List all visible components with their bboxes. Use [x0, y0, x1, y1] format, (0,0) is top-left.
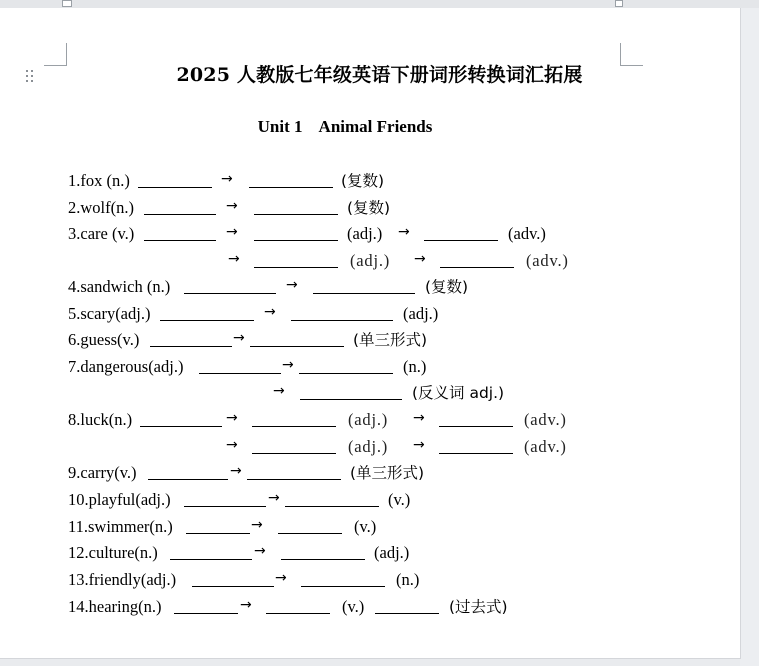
- form-hint: (单三形式): [353, 331, 428, 349]
- form-hint: (单三形式): [350, 464, 425, 482]
- arrow-icon: →: [230, 463, 242, 479]
- form-hint: (过去式): [449, 598, 508, 616]
- arrow-icon: →: [221, 171, 233, 187]
- answer-blank[interactable]: [150, 346, 232, 347]
- arrow-icon: →: [273, 383, 285, 399]
- form-hint: (反义词 adj.): [412, 384, 505, 402]
- item-label: 3.care (v.): [68, 224, 135, 243]
- answer-blank[interactable]: [313, 293, 415, 294]
- answer-blank[interactable]: [285, 506, 379, 507]
- form-hint: (复数): [425, 278, 469, 296]
- arrow-icon: →: [228, 251, 240, 267]
- arrow-icon: →: [413, 437, 425, 453]
- item-label: 14.hearing(n.): [68, 597, 162, 616]
- answer-blank[interactable]: [440, 267, 514, 268]
- form-hint: (adj.): [350, 251, 391, 270]
- arrow-icon: →: [414, 251, 426, 267]
- answer-blank[interactable]: [192, 586, 274, 587]
- arrow-icon: →: [226, 437, 238, 453]
- item-label: 13.friendly(adj.): [68, 570, 177, 589]
- answer-blank[interactable]: [439, 453, 513, 454]
- answer-blank[interactable]: [144, 214, 216, 215]
- item-label: 12.culture(n.): [68, 543, 158, 562]
- arrow-icon: →: [264, 304, 276, 320]
- item-label: 9.carry(v.): [68, 463, 137, 482]
- arrow-icon: →: [413, 410, 425, 426]
- answer-blank[interactable]: [254, 214, 338, 215]
- form-hint: (adj.): [374, 543, 410, 562]
- item-label: 1.fox (n.): [68, 171, 130, 190]
- arrow-icon: →: [398, 224, 410, 240]
- arrow-icon: →: [286, 277, 298, 293]
- answer-blank[interactable]: [439, 426, 513, 427]
- answer-blank[interactable]: [300, 399, 402, 400]
- answer-blank[interactable]: [375, 613, 439, 614]
- vertical-scrollbar[interactable]: [740, 8, 759, 666]
- form-hint: (n.): [403, 357, 427, 376]
- unit-heading: Unit 1 Animal Friends: [257, 117, 433, 136]
- answer-blank[interactable]: [301, 586, 385, 587]
- form-hint: (adv.): [524, 410, 567, 429]
- arrow-icon: →: [226, 410, 238, 426]
- item-label: 11.swimmer(n.): [68, 517, 173, 536]
- form-hint: (复数): [341, 172, 385, 190]
- answer-blank[interactable]: [199, 373, 281, 374]
- answer-blank[interactable]: [424, 240, 498, 241]
- form-hint: (adv.): [508, 224, 546, 243]
- answer-blank[interactable]: [140, 426, 222, 427]
- form-hint: (adj.): [348, 410, 389, 429]
- answer-blank[interactable]: [184, 506, 266, 507]
- arrow-icon: →: [226, 224, 238, 240]
- arrow-icon: →: [233, 330, 245, 346]
- answer-blank[interactable]: [186, 533, 250, 534]
- arrow-icon: →: [268, 490, 280, 506]
- form-hint: (adj.): [348, 437, 389, 456]
- answer-blank[interactable]: [144, 240, 216, 241]
- arrow-icon: →: [275, 570, 287, 586]
- item-label: 5.scary(adj.): [68, 304, 151, 323]
- answer-blank[interactable]: [170, 559, 252, 560]
- ruler-marker-right[interactable]: [615, 0, 623, 7]
- form-hint: (adj.): [347, 224, 383, 243]
- answer-blank[interactable]: [278, 533, 342, 534]
- item-label: 4.sandwich (n.): [68, 277, 171, 296]
- form-hint: (v.): [388, 490, 411, 509]
- answer-blank[interactable]: [148, 479, 228, 480]
- form-hint: (n.): [396, 570, 420, 589]
- answer-blank[interactable]: [184, 293, 276, 294]
- item-label: 7.dangerous(adj.): [68, 357, 184, 376]
- ruler-marker-left[interactable]: [62, 0, 72, 7]
- form-hint: (v.): [342, 597, 365, 616]
- item-label: 6.guess(v.): [68, 330, 140, 349]
- arrow-icon: →: [226, 198, 238, 214]
- form-hint: (adj.): [403, 304, 439, 323]
- answer-blank[interactable]: [250, 346, 344, 347]
- answer-blank[interactable]: [299, 373, 393, 374]
- answer-blank[interactable]: [252, 426, 336, 427]
- answer-blank[interactable]: [252, 453, 336, 454]
- arrow-icon: →: [282, 357, 294, 373]
- answer-blank[interactable]: [160, 320, 254, 321]
- item-label: 8.luck(n.): [68, 410, 133, 429]
- answer-blank[interactable]: [281, 559, 365, 560]
- answer-blank[interactable]: [254, 240, 338, 241]
- item-label: 10.playful(adj.): [68, 490, 171, 509]
- answer-blank[interactable]: [138, 187, 212, 188]
- answer-blank[interactable]: [266, 613, 330, 614]
- form-hint: (复数): [347, 199, 391, 217]
- arrow-icon: →: [240, 597, 252, 613]
- answer-blank[interactable]: [254, 267, 338, 268]
- answer-blank[interactable]: [174, 613, 238, 614]
- answer-blank[interactable]: [247, 479, 341, 480]
- answer-blank[interactable]: [291, 320, 393, 321]
- form-hint: (v.): [354, 517, 377, 536]
- form-hint: (adv.): [526, 251, 569, 270]
- form-hint: (adv.): [524, 437, 567, 456]
- document-title: 2025 人教版七年级英语下册词形转换词汇拓展: [176, 64, 583, 86]
- arrow-icon: →: [254, 543, 266, 559]
- arrow-icon: →: [251, 517, 263, 533]
- item-label: 2.wolf(n.): [68, 198, 134, 217]
- answer-blank[interactable]: [249, 187, 333, 188]
- top-ruler-strip: [0, 0, 759, 8]
